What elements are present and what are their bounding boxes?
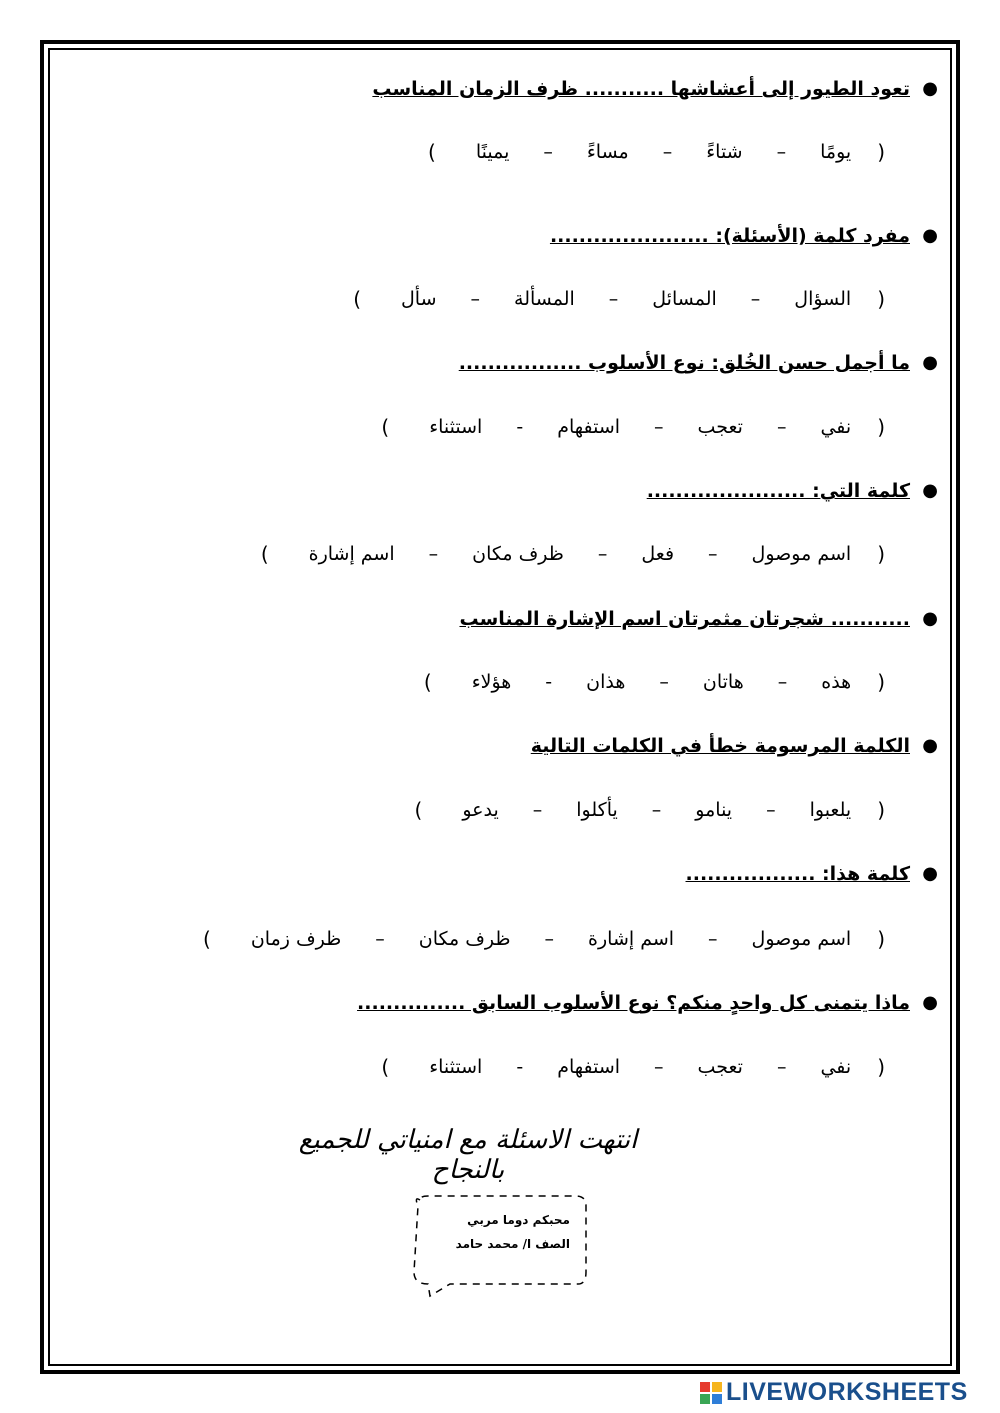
close-paren: )	[414, 798, 423, 822]
option[interactable]: ظرف مكان	[418, 928, 511, 950]
close-paren: )	[428, 140, 436, 164]
options-row-6	[415, 798, 885, 822]
option[interactable]: يلعبوا	[809, 799, 852, 821]
option[interactable]: هذه	[821, 671, 852, 693]
option[interactable]: ينامو	[695, 799, 733, 821]
separator: -	[516, 1056, 524, 1078]
signature	[420, 1208, 570, 1256]
option[interactable]: مساءً	[586, 141, 629, 163]
separator: –	[777, 671, 788, 693]
option[interactable]: اسم موصول	[751, 928, 852, 950]
separator: -	[545, 671, 553, 693]
option[interactable]: هاتان	[702, 671, 744, 693]
brand-name: LIVEWORKSHEETS	[726, 1378, 968, 1406]
option[interactable]: هؤلاء	[471, 671, 512, 693]
separator: –	[708, 543, 718, 565]
option[interactable]: استثناء	[429, 1056, 483, 1078]
option[interactable]: فعل	[641, 543, 675, 565]
separator: –	[544, 928, 555, 950]
question-3	[458, 352, 938, 374]
question-7	[685, 863, 938, 885]
question-4	[646, 480, 938, 502]
separator: –	[766, 799, 776, 821]
separator: –	[375, 928, 385, 950]
option[interactable]: نفي	[820, 416, 852, 438]
question-text: الكلمة المرسومة خطأ في الكلمات التالية	[530, 735, 910, 757]
question-text: ........... شجرتان مثمرتان اسم الإشارة المناسب	[459, 608, 910, 630]
closing-message: انتهت الاسئلة مع امنياتي للجميع بالنجاح	[298, 1125, 638, 1185]
option[interactable]: استفهام	[557, 416, 621, 438]
question-text: كلمة التي: ......................	[646, 480, 910, 502]
close-paren: )	[260, 542, 269, 566]
option[interactable]: اسم إشارة	[308, 543, 395, 565]
separator: –	[776, 1056, 787, 1078]
option[interactable]: المسألة	[514, 288, 575, 310]
bullet-icon: ●	[922, 863, 938, 884]
close-paren: )	[353, 287, 361, 311]
separator: –	[750, 288, 761, 310]
bullet-icon: ●	[922, 225, 938, 246]
options-row-4	[261, 542, 885, 566]
question-2	[549, 225, 938, 247]
separator: –	[597, 543, 608, 565]
question-6	[530, 735, 938, 757]
option[interactable]: السؤال	[794, 288, 852, 310]
option[interactable]: تعجب	[697, 416, 743, 438]
signature-line-1: محبكم دوما مربي	[467, 1213, 570, 1227]
option[interactable]: ظرف زمان	[250, 928, 342, 950]
open-paren: (	[877, 542, 885, 566]
separator: –	[776, 141, 787, 163]
separator: -	[516, 416, 524, 438]
separator: –	[662, 141, 673, 163]
bullet-icon: ●	[922, 78, 938, 99]
open-paren: (	[877, 798, 885, 822]
open-paren: (	[877, 670, 885, 694]
question-text: كلمة هذا: ..................	[685, 863, 910, 885]
option[interactable]: استثناء	[429, 416, 483, 438]
liveworksheets-logo-icon	[700, 1382, 722, 1404]
question-8	[357, 992, 938, 1014]
options-row-7	[203, 927, 885, 951]
separator: –	[654, 1056, 664, 1078]
question-5	[459, 608, 938, 630]
close-paren: )	[203, 927, 211, 951]
option[interactable]: هذان	[586, 671, 626, 693]
close-paren: )	[381, 1055, 390, 1079]
bullet-icon: ●	[922, 352, 938, 373]
close-paren: )	[381, 415, 390, 439]
bullet-icon: ●	[922, 992, 938, 1013]
open-paren: (	[877, 287, 885, 311]
close-paren: )	[423, 670, 432, 694]
option[interactable]: يأكلوا	[576, 799, 618, 821]
options-row-3	[381, 415, 885, 439]
option[interactable]: استفهام	[557, 1056, 621, 1078]
separator: –	[543, 141, 553, 163]
open-paren: (	[877, 140, 885, 164]
options-row-2	[353, 287, 885, 311]
separator: –	[428, 543, 439, 565]
separator: –	[608, 288, 619, 310]
option[interactable]: المسائل	[652, 288, 717, 310]
question-1	[372, 78, 938, 100]
options-row-8	[381, 1055, 885, 1079]
option[interactable]: يدعو	[462, 799, 499, 821]
option[interactable]: يمينًا	[475, 141, 510, 163]
question-text: مفرد كلمة (الأسئلة): ......................	[549, 225, 910, 247]
options-row-5	[424, 670, 885, 694]
separator: –	[654, 416, 664, 438]
option[interactable]: ظرف مكان	[472, 543, 564, 565]
open-paren: (	[877, 415, 885, 439]
question-text: تعود الطيور إلى أعشاشها ........... ظرف الزمان المناسب	[372, 78, 910, 100]
question-text: ما أجمل حسن الخُلق: نوع الأسلوب .................	[458, 352, 910, 374]
option[interactable]: نفي	[820, 1056, 852, 1078]
separator: –	[708, 928, 718, 950]
open-paren: (	[877, 1055, 885, 1079]
bullet-icon: ●	[922, 480, 938, 501]
question-text: ماذا يتمنى كل واحدٍ منكم؟ نوع الأسلوب السابق ...............	[357, 992, 910, 1014]
option[interactable]: تعجب	[697, 1056, 743, 1078]
bullet-icon: ●	[922, 735, 938, 756]
separator: –	[470, 288, 481, 310]
options-row-1	[428, 140, 885, 164]
option[interactable]: اسم موصول	[751, 543, 852, 565]
option[interactable]: اسم إشارة	[588, 928, 675, 950]
separator: –	[532, 799, 543, 821]
option[interactable]: شتاءً	[706, 141, 743, 163]
separator: –	[651, 799, 662, 821]
footer-brand[interactable]	[700, 1378, 968, 1407]
bullet-icon: ●	[922, 608, 938, 629]
separator: –	[776, 416, 787, 438]
option[interactable]: يومًا	[820, 141, 852, 163]
option[interactable]: سأل	[401, 288, 437, 310]
signature-line-2: الصف ا/ محمد حامد	[455, 1237, 570, 1251]
open-paren: (	[877, 927, 885, 951]
separator: –	[659, 671, 669, 693]
